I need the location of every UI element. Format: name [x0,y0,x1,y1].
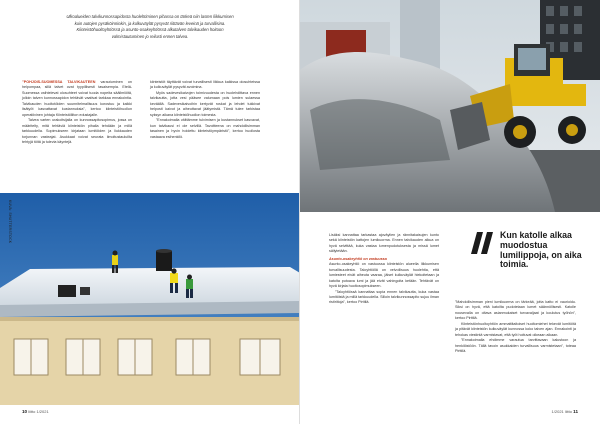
page-number: 10 [22,409,28,414]
lead-paragraph-text: varautuminen on helpompaa, sillä talvet ovat tyypillisesti tasaisempia. Etelä-Suomessa vaihtelevat olosuhteet voivat tuoda nopeita sääilmiöitä, jolloin talven kunnossapidon tehtävät vaativat tarkkaa ennakointia. Talvikauden huoltotöiden suunnitelmallisuus korostuu ja kaikki lisätyöt kasvattavat kustannuksia", kertoo kiinteistöhuollon operatiivinen johtaja Kiinteistöliiton edustajalle. [22,80,132,117]
page-folio-left [22,409,49,414]
paragraph: "Mahdollisimman pieni lumikuorma on tärkeää, jotta katto ei vaurioidu. Siksi on hyvä, että katoilta pudotetaan lumet säännöllisesti. Katolle nousevalla on oltava asianmukaiset turvavaljaat ja koulutus työhön", kertoo Pirttilä. [455,300,576,321]
subheading: Asunto-osakeyhtiö on vastuussa [329,256,387,261]
paragraph: "Ennakoimalla ehdimme varautua tarvittavaan kalustoon ja henkilöstöön. Tällä tavoin asukkaiden turvallisuus varmistetaan", toteaa Pirttilä. [455,338,576,354]
paragraph: Lisäksi kannattaa tarkastaa ajoväylien ja rännitakaisujen kunto sekä kiinteistön kattojen lumikuorma. Ennen talvikauden alkua on hyvä selvittää, kuka vastaa lumenpudotuksesta ja missä lumet säilytetään. [329,233,439,254]
paragraph: Kiinteistönhuoltoyhtiön ammattitaitoiset huoltomiehet tekevät lumitöitä ja pitävät kiinteistön kulkuväylät kunnossa koko talven ajan. Ennakointi ja tehokas viestintä varmistavat, että työt hoituvat oikeaan aikaan. [455,321,576,337]
pull-quote: Kun katolle alkaa muodostua lumilippoja, on aika toimia. [500,230,582,270]
paragraph: kiinteistöt täyttävät voivat turvallisesti liikkua kaikissa olosuhteissa ja kulkuväylät pysyvät avoimina. [150,80,260,90]
paragraph: Talvea varten urakoitsijalla on kunnossapitosopimus, jossa on määritelty, mitä tehtäviä kiinteistön pihalla tehdään ja millä tarkkuudella. Sopimukseen kirjataan lumitöiden ja liukkauden torjunnan vasteajat. Asukkaat voivat seurata ilmoitustauluilta tehtyjä töitä ja tulevia käyntejä. [22,118,132,144]
photo-credit-text: KUVA: SHUTTERSTOCK [8,200,12,244]
page-folio-right [552,409,578,414]
left-column-1 [22,80,132,145]
page-number: 11 [573,409,578,414]
paragraph: Asunto-osakeyhtiö on vastuussa kiinteistön alueella liikkumisen turvallisuudesta. Taloyhtiöllä on velvollisuus huolehtia, että lumiesteet eivät aiheuta vaaraa, jäiset kulkuväylät hiekoitetaan ja katolta putoava lumi ja jää eivät vahingoita ketään. Tehtävät on hyvä kirjata huoltosopimukseen. [329,262,439,289]
intro-text: Ulkoalueiden talvikunnossapidosta huolehtiminen pihassa on tärkeä niin lasten liikkumisen kuin autojen pysäköinninkin, ja kulkuväylät pysyvät riittävän leveinä ja turvallisina. Kiinteistöhuoltoyhtiössä ja asunto-osakeyhtiössä alkutalven talvikauden hoitoon valmistautuminen jo reilusti ennen talvea. [66,14,234,39]
paragraph: Myös sadevesikaivojen toimivuudesta on huolehdittava ennen talvikautta, jotta vesi pääsee valumaan pois lumien sulaessa keväällä. Sadevesikaivoihin kertyvät roskat ja lehdet tukkivat helposti kaivot ja aiheuttavat jäätymistä. Tämä tulee tarkistaa syksyn aikana kiinteistöhuollon toimesta. [150,90,260,117]
right-page [300,0,600,424]
left-column-2 [150,80,260,140]
magazine-issue: 1/2021 liitto [551,409,573,414]
paragraph: "Ennakoimalla välttämme tulvimisen ja kustannukset kasvavat, kun talvikausi ei ole selvillä. Tavoitteena on mahdollisimman tasainen ja hyvin hoidettu kiinteistöympäristö", kertoo huollosta vastaava esihenkilö. [150,118,260,139]
magazine-issue: liitto 1/2021 [28,409,49,414]
snow-loader-photo [300,0,600,212]
roof-snow-photo [0,193,300,405]
right-column-2 [455,300,576,355]
paragraph [22,80,132,118]
lead-in: "POHJOIS-SUOMESSA TALVIKAUTEEN [22,80,96,84]
quote-mark-icon [467,232,495,254]
right-column-1 [329,233,439,306]
photo-credit [7,200,13,260]
paragraph: "Taloyhtiössä kannattaa sopia ennen talvikautta, kuka vastaa lumitöistä ja millä tarkkuudella. Silloin talvikunnossapito sujuu ilman ristiriitoja", kertoo Pirttilä. [329,289,439,305]
